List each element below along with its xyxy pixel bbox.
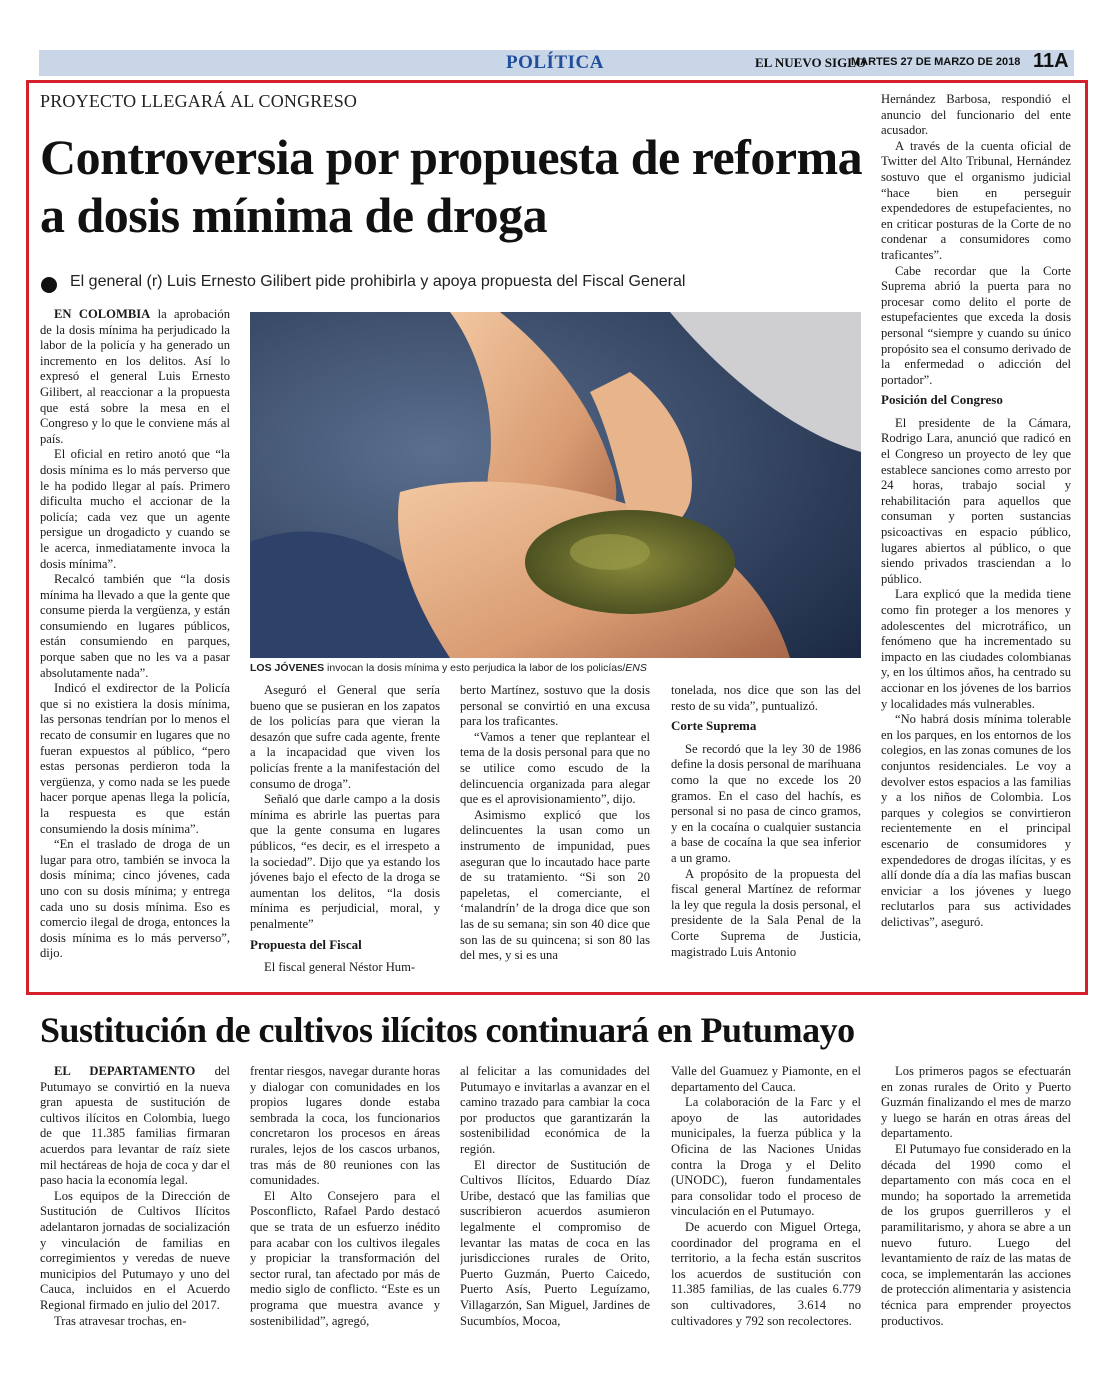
paragraph: El fiscal general Néstor Hum-	[264, 960, 416, 975]
photo-credit: ENS	[625, 662, 647, 674]
paragraph: “En el traslado de droga de un lugar para otro, también se invoca la dosis mínima; cinco jóvenes, cada uno con su dosis mínima; y entrega cada uno su dosis mínima. Eso es comercio ilegal de droga, entonces la dosis mínima es lo más perverso”, dijo.	[40, 837, 230, 961]
paragraph: Aseguró el General que sería bueno que se pusieran en los zapatos de los policías para que vieran la desazón que sufre cada agente, frente a la incapacidad que viven los policías frente a la manifestación del consumo de droga”.	[250, 683, 440, 791]
lead-in: EL DEPARTAMENTO	[54, 1064, 196, 1078]
article-column-1	[40, 307, 230, 984]
article-column-4	[671, 683, 861, 983]
paragraph: tonelada, nos dice que son las del resto de su vida”, puntualizó.	[671, 683, 861, 713]
bullet-dot-icon	[41, 277, 57, 293]
second-article-column-3	[460, 1064, 650, 1364]
paragraph: Lara explicó que la medida tiene como fin proteger a los menores y adolescentes del microtráfico, un fenómeno que ha incrementado su impacto en las ciudades colombianas y, en los últimos años, ha centrado su accionar en los jóvenes de los barrios y localidades más vulnerables.	[881, 587, 1071, 711]
article-column-5	[881, 92, 1071, 984]
paragraph: Hernández Barbosa, respondió el anuncio del funcionario del ente acusador.	[881, 92, 1071, 138]
newspaper-name: EL NUEVO SIGLO	[755, 55, 866, 70]
paragraph: del Putumayo se convirtió en la nueva gran apuesta de sustitución de cultivos ilícitos en Colombia, luego de que 11.385 familias firmaran acuerdos para levantar de raíz siete mil hectáreas de hoja de coca y dar el paso hacia la economía legal.	[40, 1064, 230, 1188]
paragraph: Recalcó también que “la dosis mínima ha llevado a que la gente que consume pierda la vergüenza, y están consumiendo en lugares públicos, están consumiendo en parques, porque saben que no les va a pasar absolutamente nada”.	[40, 572, 230, 680]
subsection-heading: Propuesta del Fiscal	[250, 936, 362, 952]
paragraph: Tras atravesar trochas, en-	[54, 1313, 187, 1328]
paragraph: al felicitar a las comunidades del Putumayo e invitarlas a avanzar en el camino trazado para cambiar la coca por productos que garantizarán la sostenibilidad económica de la región.	[460, 1064, 650, 1156]
article-kicker: PROYECTO LLEGARÁ AL CONGRESO	[40, 91, 358, 111]
paragraph: Indicó el exdirector de la Policía que si no existiera la dosis mínima, las personas tendrían por lo menos el recato de consumir en lugares que no fueran expuestos al público, “pero estas personas perdieron toda la vergüenza, y como nada se les puede hacer porque apenas llega la policía, la respuesta es que están consumiendo la dosis mínima”.	[40, 681, 230, 836]
subsection-heading: Corte Suprema	[671, 718, 757, 734]
article-column-2	[250, 683, 440, 983]
paragraph: El director de Sustitución de Cultivos Ilícitos, Eduardo Díaz Uribe, destacó que las familias que suscribieron acuerdos asumieron legalmente el compromiso de levantar las matas de coca en las jurisdicciones rurales de Orito, Puerto Guzmán, Puerto Caicedo, Puerto Asís, Puerto Leguízamo, Villagarzón, San Miguel, Jardines de Sucumbíos, Mocoa,	[460, 1157, 650, 1328]
paragraph: A propósito de la propuesta del fiscal general Martínez de reformar la ley que regula la dosis personal, el presidente de la Sala Penal de la Corte Suprema de Justicia, magistrado Luis Antonio	[671, 866, 861, 959]
paragraph: la aprobación de la dosis mínima ha perjudicado la labor de la policía y ha generado un incremento en los delitos. Así lo expresó el general Luis Ernesto Gilibert, al reaccionar a la propuesta que está sobre la mesa en el Congreso y lo que le conviene más al país.	[40, 307, 230, 446]
paragraph: Valle del Guamuez y Piamonte, en el departamento del Cauca.	[671, 1064, 861, 1094]
photo-caption	[250, 662, 861, 674]
article-headline: Controversia por propuesta de reforma a dosis mínima de droga	[40, 129, 863, 243]
caption-lead: LOS JÓVENES	[250, 662, 325, 674]
paragraph: De acuerdo con Miguel Ortega, coordinador del programa en el territorio, a la fecha están suscritos los acuerdos de sustitución con 11.385 familias, de las cuales 6.779 son cultivadores, 3.614 no cultivadores y 792 son recolectores.	[671, 1219, 861, 1328]
article-subheadline: El general (r) Luis Ernesto Gilibert pide prohibirla y apoya propuesta del Fiscal General	[70, 273, 686, 290]
paragraph: “Vamos a tener que replantear el tema de la dosis personal para que no se utilice como escudo de la delincuencia organizada para alegar que es el aprovisionamiento”, dijo.	[460, 729, 650, 807]
lead-in: EN COLOMBIA	[54, 307, 151, 321]
paragraph: “No habrá dosis mínima tolerable en los parques, en los entornos de los colegios, en las zonas comunes de los conjuntos residenciales. Le voy a devolver estos espacios a las familias y a los niños de Colombia. Los parques y colegios se convirtieron recientemente en el principal escenario de consumidores y expendedores de drogas ilícitas, y es allí donde día a día las mafias buscan enviciar a los jóvenes y luego reclutarlos para sus actividades delictivas”, aseguró.	[881, 712, 1071, 929]
paragraph: El oficial en retiro anotó que “la dosis mínima es lo más perverso que le ha podido llegar al país. Primero dificulta mucho el accionar de la policía; cada vez que un agente persigue un drogadicto y cuando se le acerca, inmediatamente invoca la dosis mínima”.	[40, 447, 230, 571]
hands-with-marijuana-image	[250, 312, 861, 658]
second-article-column-1	[40, 1064, 230, 1364]
section-name: POLÍTICA	[506, 52, 604, 73]
paragraph: Cabe recordar que la Corte Suprema abrió la puerta para no procesar como delito el porte de estupefacientes que exceda la dosis personal “siempre y cuando su único propósito sea el consumo derivado de la enfermedad o adicción del portador”.	[881, 263, 1071, 387]
subsection-heading: Posición del Congreso	[881, 392, 1003, 408]
paragraph: Los equipos de la Dirección de Sustitución de Cultivos Ilícitos adelantaron jornadas de socialización y vinculación de familias en corregimientos y veredas de nueve municipios del Putumayo y uno del Cauca, incluidos en el Acuerdo Regional firmado en julio del 2017.	[40, 1188, 230, 1312]
paragraph: Se recordó que la ley 30 de 1986 define la dosis personal de marihuana como la que no excede los 20 gramos. En el caso del hachís, es personal si no pasa de cinco gramos, y en la cocaína o cualquier sustancia a base de cocaína la que sea inferior a un gramo.	[671, 741, 861, 865]
article-photo	[250, 312, 861, 658]
article-column-3	[460, 683, 650, 983]
second-article-headline: Sustitución de cultivos ilícitos continuará en Putumayo	[40, 1010, 855, 1050]
paragraph: berto Martínez, sostuvo que la dosis personal se convirtió en una excusa para los traficantes.	[460, 683, 650, 729]
paragraph: El Putumayo fue considerado en la década del 1990 como el departamento con más coca en el mundo; ha soportado la arremetida de los grupos guerrilleros y el paramilitarismo, y ahora se abre a un nuevo futuro. Luego del levantamiento de raíz de las matas de coca, se implementarán las acciones de protección alimentaria y asistencia técnica para emprender proyectos productivos.	[881, 1141, 1071, 1328]
paragraph: Señaló que darle campo a la dosis mínima es abrirle las puertas para que la gente consuma en lugares públicos, “es decir, es el irrespeto a la sociedad”. Dijo que ya estando los jóvenes bajo el efecto de la droga se aumentan los delitos, “la dosis mínima es perjudicial, moral, y penalmente”	[250, 792, 440, 931]
page-number: 11A	[1033, 50, 1069, 72]
paragraph: Asimismo explicó que los delincuentes la usan como un instrumento de impunidad, pues aseguran que lo incautado hace parte de su tratamiento. “Si son 20 papeletas, el comerciante, el ‘malandrín’ de la droga dice que son las de su semana; sin son 40 dice que son las de su quincena; si son 80 las del mes, y si es una	[460, 807, 650, 963]
second-article-column-5	[881, 1064, 1071, 1364]
paragraph: frentar riesgos, navegar durante horas y dialogar con comunidades en los propios lugares donde estaba sembrada la coca, los funcionarios concretaron los procesos en áreas rurales, lejos de los cascos urbanos, tras más de 80 reuniones con las comunidades.	[250, 1064, 440, 1188]
second-article-column-4	[671, 1064, 861, 1364]
paragraph: El presidente de la Cámara, Rodrigo Lara, anunció que radicó en el Congreso un proyecto de ley que establece sanciones como arresto por 24 horas, trabajo social y rehabilitación para aquellos que consuman y porten sustancias psicoactivas en espacio público, lugares abiertos al público, o que siendo privados trasciendan a lo público.	[881, 415, 1071, 586]
issue-date: MARTES 27 DE MARZO DE 2018	[851, 56, 1021, 68]
paragraph: Los primeros pagos se efectuarán en zonas rurales de Orito y Puerto Guzmán finalizando el mes de marzo y luego se harán en otras áreas del departamento.	[881, 1064, 1071, 1141]
second-article-column-2	[250, 1064, 440, 1364]
paragraph: El Alto Consejero para el Posconflicto, Rafael Pardo destacó que se trata de un esfuerzo inédito para acabar con los cultivos ilegales y propiciar la transformación del sector rural, tan afectado por más de medio siglo de conflicto. “Este es un programa que muestra avance y sostenibilidad”, agregó,	[250, 1188, 440, 1328]
paragraph: La colaboración de la Farc y el apoyo de las autoridades municipales, la fuerza pública y la Oficina de las Naciones Unidas contra la Droga y el Delito (UNODC), fueron fundamentales para consolidar todo el proceso de vinculación en el Putumayo.	[671, 1095, 861, 1219]
paragraph: A través de la cuenta oficial de Twitter del Alto Tribunal, Hernández sostuvo que el organismo judicial “hace bien en perseguir expendedores de estupefacientes, no en criticar posturas de la Corte de no condenar a consumidores como traficantes”.	[881, 138, 1071, 262]
caption-text: invocan la dosis mínima y esto perjudica la labor de los policías/	[324, 662, 626, 674]
